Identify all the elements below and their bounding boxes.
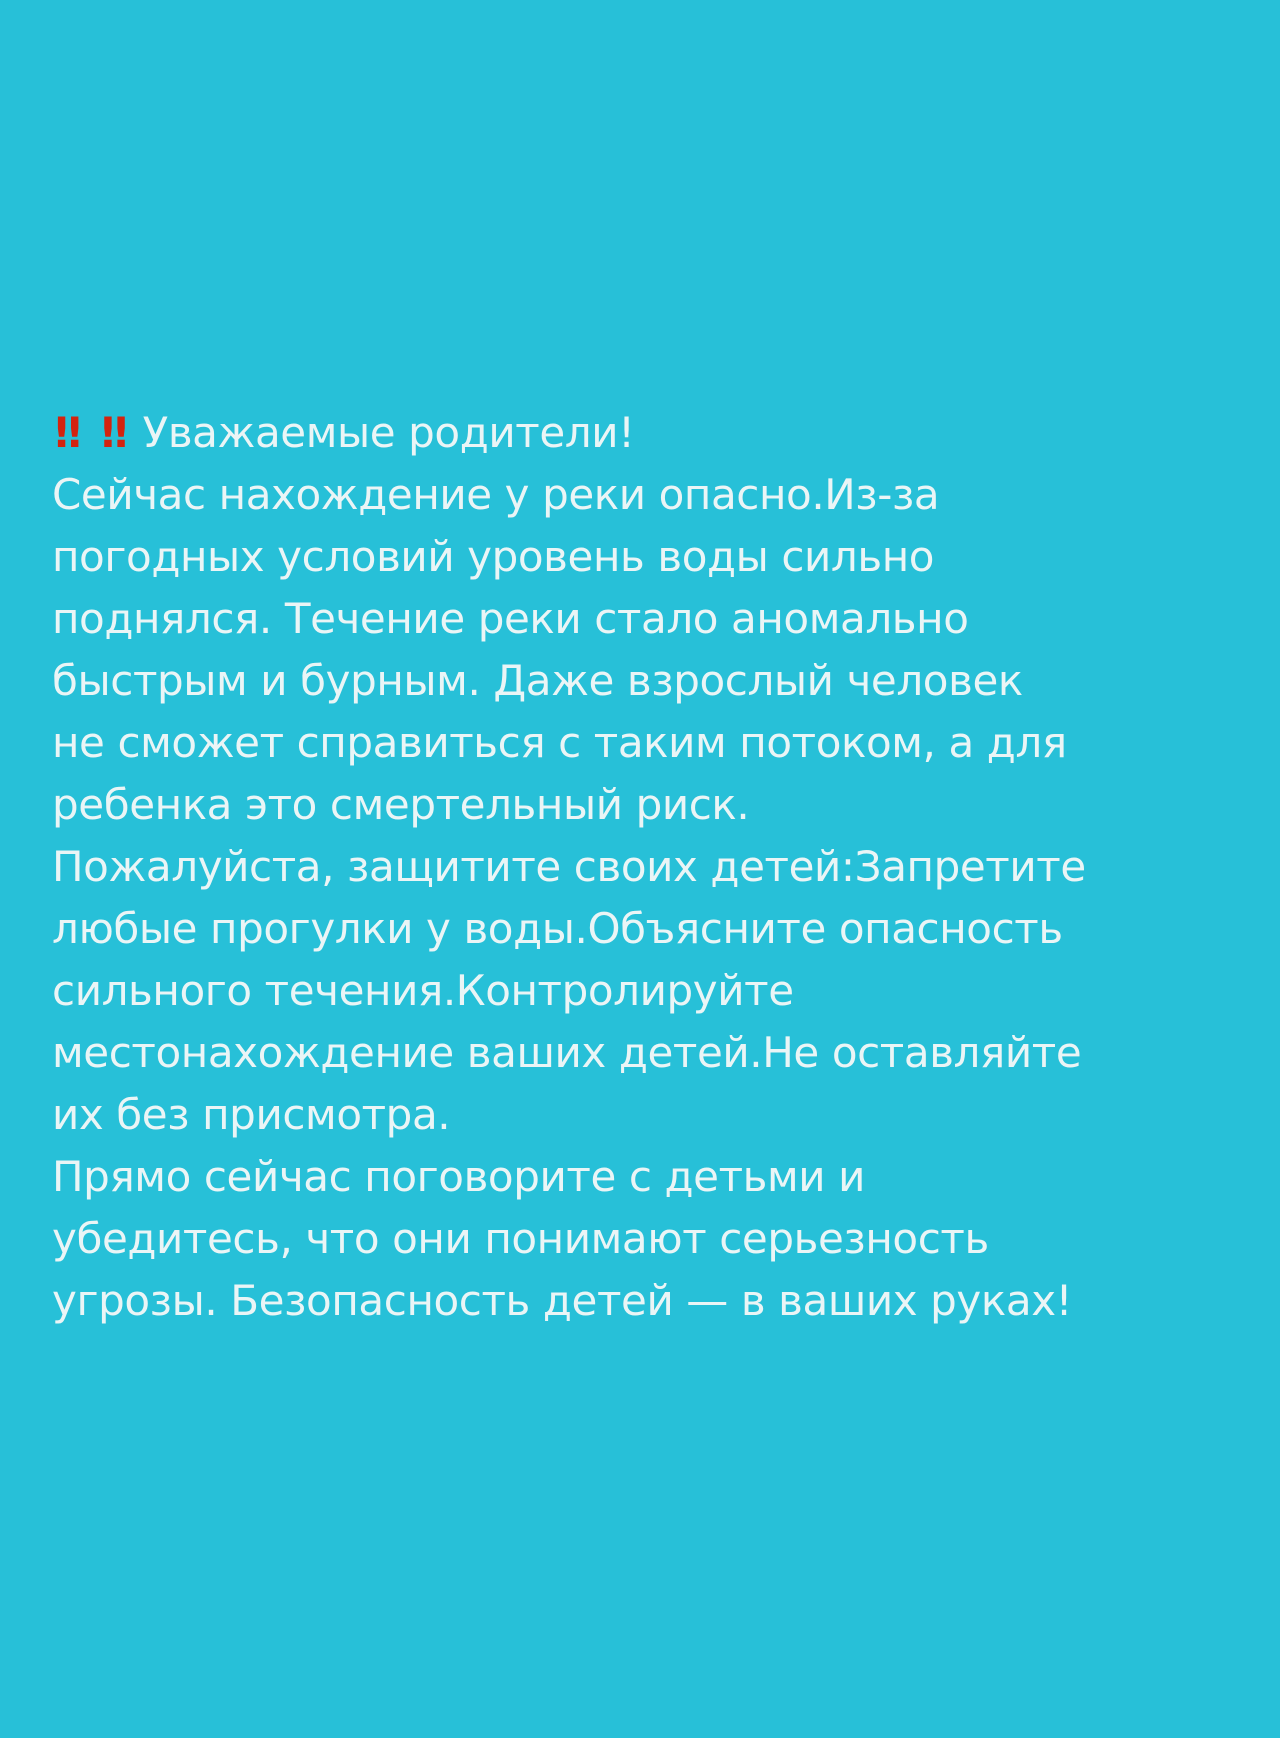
text-line: угрозы. Безопасность детей — в ваших руках! [52, 1276, 1073, 1325]
text-line: Прямо сейчас поговорите с детьми и [52, 1152, 866, 1201]
text-line: поднялся. Течение реки стало аномально [52, 594, 969, 643]
text-line: их без присмотра. [52, 1090, 451, 1139]
text-line: убедитесь, что они понимают серьезность [52, 1214, 989, 1263]
text-line: ребенка это смертельный риск. [52, 780, 750, 829]
text-line: сильного течения.Контролируйте [52, 966, 794, 1015]
text-line: Сейчас нахождение у реки опасно.Из-за [52, 470, 940, 519]
greeting-line [52, 402, 1252, 464]
text-line: быстрым и бурным. Даже взрослый человек [52, 656, 1023, 705]
text-line: Пожалуйста, защитите своих детей:Запретите [52, 842, 1086, 891]
announcement-text [52, 402, 1252, 1332]
text-line: любые прогулки у воды.Объясните опасность [52, 904, 1063, 953]
text-line: местонахождение ваших детей.Не оставляйте [52, 1028, 1082, 1077]
double-exclamation-icon: !! [98, 408, 125, 457]
greeting-text: Уважаемые родители! [142, 408, 635, 457]
double-exclamation-icon: !! [52, 408, 79, 457]
text-line: не сможет справиться с таким потоком, а для [52, 718, 1067, 767]
text-line: погодных условий уровень воды сильно [52, 532, 935, 581]
